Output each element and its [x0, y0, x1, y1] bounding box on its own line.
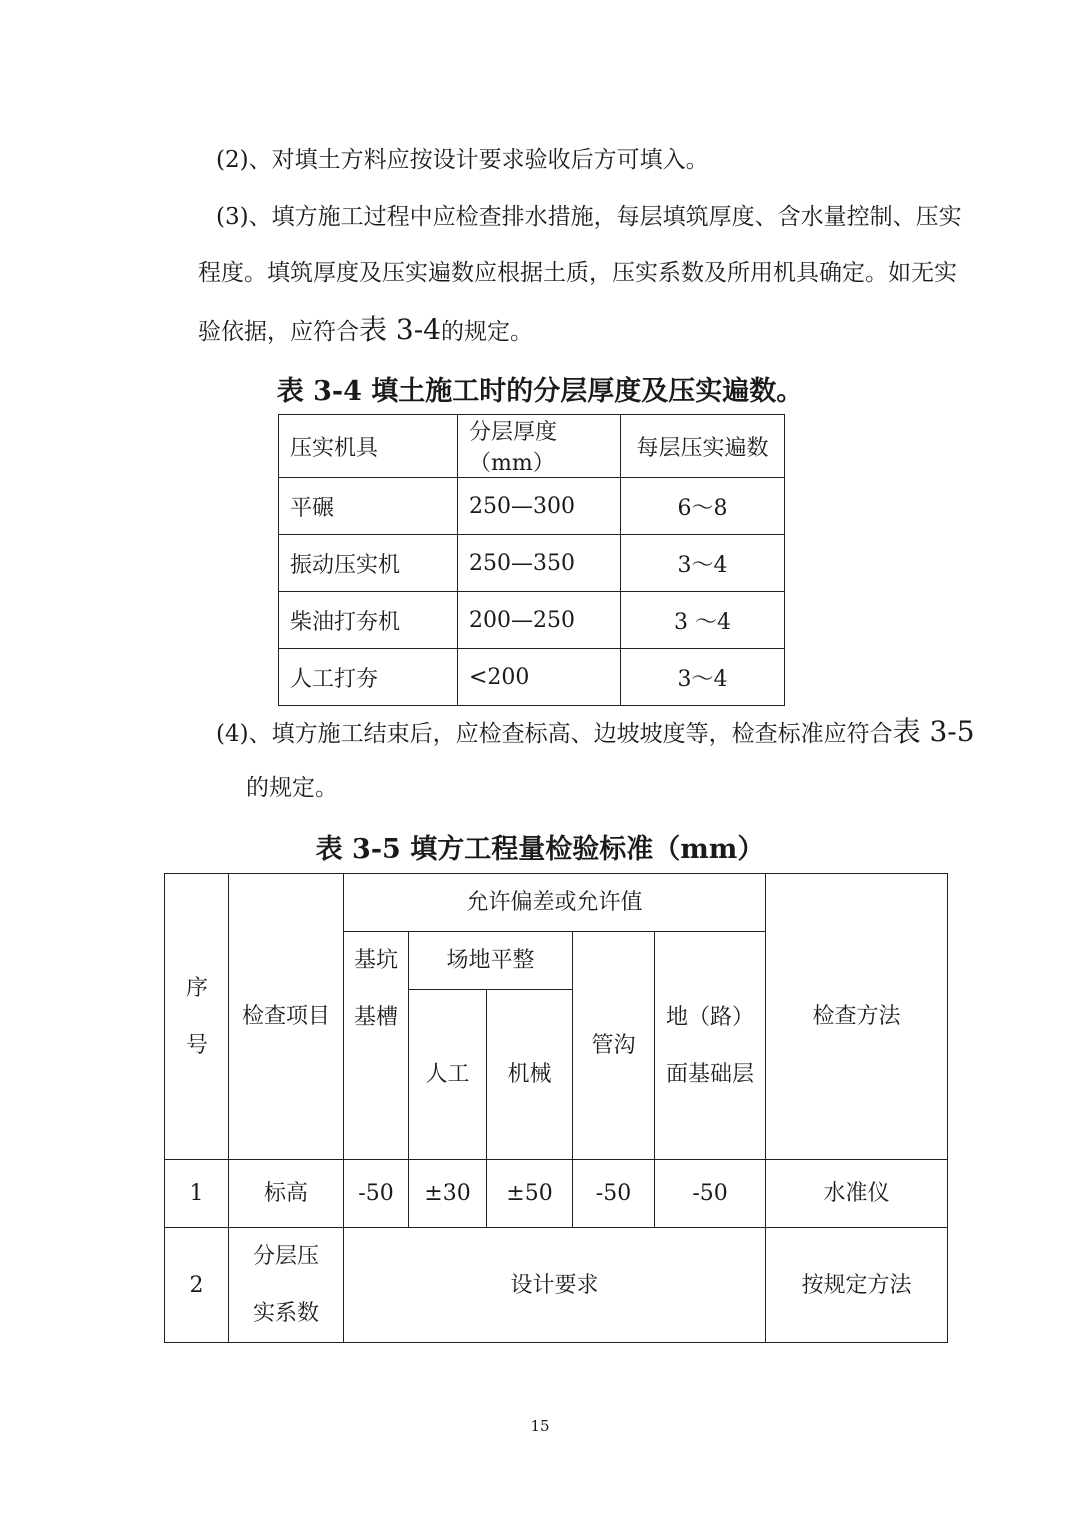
table-cell: 250—350 [458, 535, 621, 592]
table-row [279, 478, 785, 535]
paragraph-4-text: (4)、填方施工结束后，应检查标高、边坡坡度等，检查标准应符合 [216, 721, 893, 747]
site-header: 场地平整 [409, 932, 573, 990]
table-row [165, 1228, 948, 1343]
table-cell: 设计要求 [344, 1228, 766, 1343]
table-cell: 1 [165, 1160, 229, 1228]
table-cell: 6～8 [621, 478, 785, 535]
header-cell: 分层厚度（mm） [458, 415, 621, 478]
table-row [279, 592, 785, 649]
road-header: 地（路）面基础层 [655, 932, 766, 1160]
manual-header: 人工 [409, 990, 487, 1160]
table-cell: -50 [655, 1160, 766, 1228]
seq-header: 序号 [165, 874, 229, 1160]
table-3-4-caption: 表 3-4 填土施工时的分层厚度及压实遍数。 [276, 376, 804, 407]
table-cell: 柴油打夯机 [279, 592, 458, 649]
table-cell: 平碾 [279, 478, 458, 535]
table-header-row [279, 415, 785, 478]
table-cell: 200—250 [458, 592, 621, 649]
paragraph-3-line-3 [198, 315, 533, 347]
table-cell: 250—300 [458, 478, 621, 535]
item-header: 检查项目 [229, 874, 344, 1160]
table-3-4-reference: 表 3-4 [359, 313, 441, 346]
table-cell: 按规定方法 [766, 1228, 948, 1343]
table-cell: -50 [344, 1160, 409, 1228]
table-3-4 [278, 414, 785, 706]
paragraph-4-line-1 [216, 717, 975, 749]
method-header: 检查方法 [766, 874, 948, 1160]
paragraph-3-text: 验依据，应符合 [198, 319, 359, 345]
table-3-5 [164, 873, 948, 1343]
table-cell: <200 [458, 649, 621, 706]
tolerance-header: 允许偏差或允许值 [344, 874, 766, 932]
table-cell: 振动压实机 [279, 535, 458, 592]
table-cell: ±50 [487, 1160, 573, 1228]
paragraph-4-line-2: 的规定。 [246, 775, 338, 801]
trench-header: 管沟 [573, 932, 655, 1160]
header-cell: 每层压实遍数 [621, 415, 785, 478]
table-cell: 水准仪 [766, 1160, 948, 1228]
table-cell: 人工打夯 [279, 649, 458, 706]
paragraph-3-text-end: 的规定。 [441, 319, 533, 345]
table-cell: 分层压实系数 [229, 1228, 344, 1343]
paragraph-2: (2)、对填土方料应按设计要求验收后方可填入。 [216, 147, 709, 173]
table-3-5-caption: 表 3-5 填方工程量检验标准（mm） [315, 834, 765, 865]
table-3-5-reference: 表 3-5 [892, 715, 975, 748]
table-cell: 2 [165, 1228, 229, 1343]
table-cell: 3～4 [621, 535, 785, 592]
pit-header: 基坑基槽 [344, 932, 409, 1160]
mechanical-header: 机械 [487, 990, 573, 1160]
table-cell: 标高 [229, 1160, 344, 1228]
paragraph-3-line-2: 程度。填筑厚度及压实遍数应根据土质，压实系数及所用机具确定。如无实 [198, 260, 957, 286]
table-row [165, 1160, 948, 1228]
table-header-row [165, 874, 948, 932]
table-row [279, 649, 785, 706]
header-cell: 压实机具 [279, 415, 458, 478]
page-number: 15 [530, 1417, 550, 1435]
table-cell: -50 [573, 1160, 655, 1228]
table-cell: 3 ～4 [621, 592, 785, 649]
table-cell: 3～4 [621, 649, 785, 706]
table-cell: ±30 [409, 1160, 487, 1228]
table-row [279, 535, 785, 592]
paragraph-3-line-1: (3)、填方施工过程中应检查排水措施，每层填筑厚度、含水量控制、压实 [216, 204, 962, 230]
